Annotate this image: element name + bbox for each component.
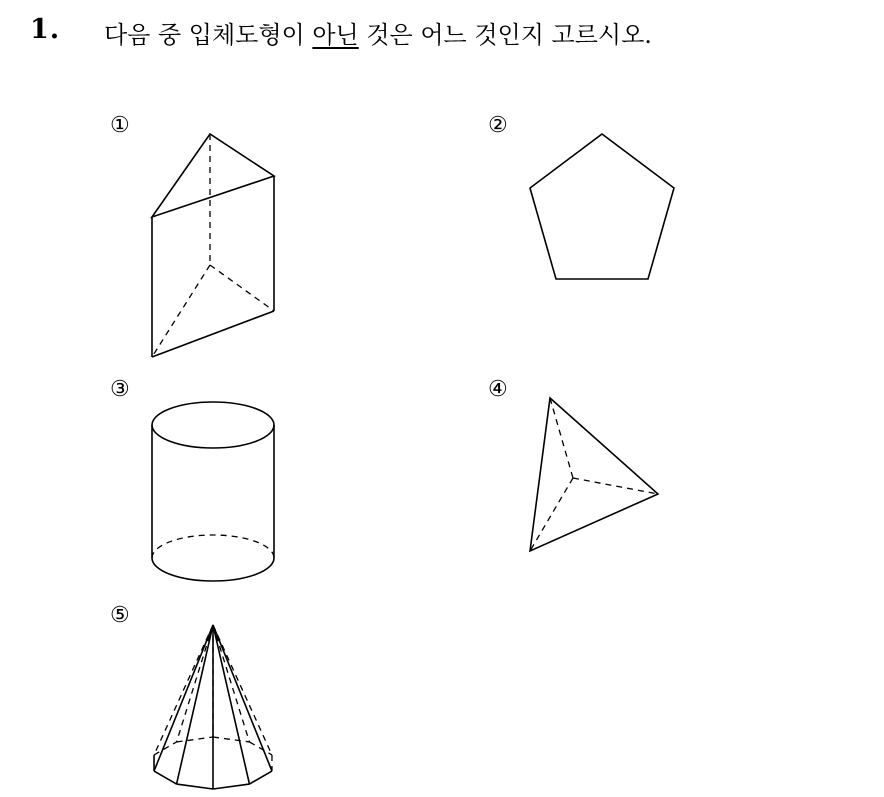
choice-label-4[interactable]: ④	[488, 377, 508, 402]
pyramid-base-front-edge	[154, 771, 177, 784]
pyramid-hidden-lateral-edge	[213, 625, 272, 755]
pyramid-base-back-edge	[213, 737, 249, 742]
pyramid-base-front-edge	[249, 771, 272, 784]
pyramid-hidden-lateral-edge	[154, 625, 213, 755]
pyramid-hidden-lateral-edge	[213, 625, 249, 742]
question-number: 1.	[30, 14, 61, 45]
question-stem-before: 다음 중 입체도형이	[104, 21, 313, 49]
question-stem-after: 것은 어느 것인지 고르시오.	[358, 21, 652, 49]
choice-label-2[interactable]: ②	[488, 113, 508, 138]
pyramid-base-front-edge	[177, 784, 213, 789]
pyramid-lateral-edge	[213, 625, 272, 771]
choice-label-5[interactable]: ⑤	[110, 603, 130, 628]
pyramid-base-back-edge	[177, 737, 213, 742]
question-stem-emphasis: 아닌	[312, 21, 359, 49]
choice-label-3[interactable]: ③	[110, 377, 130, 402]
pyramid-lateral-edge	[177, 625, 213, 784]
pyramid-base-front-edge	[213, 784, 249, 789]
pyramid-lateral-edge	[154, 625, 213, 771]
pyramid-lateral-edge	[213, 625, 249, 784]
pyramid-hidden-lateral-edge	[177, 625, 213, 742]
choice-label-1[interactable]: ①	[110, 113, 130, 138]
